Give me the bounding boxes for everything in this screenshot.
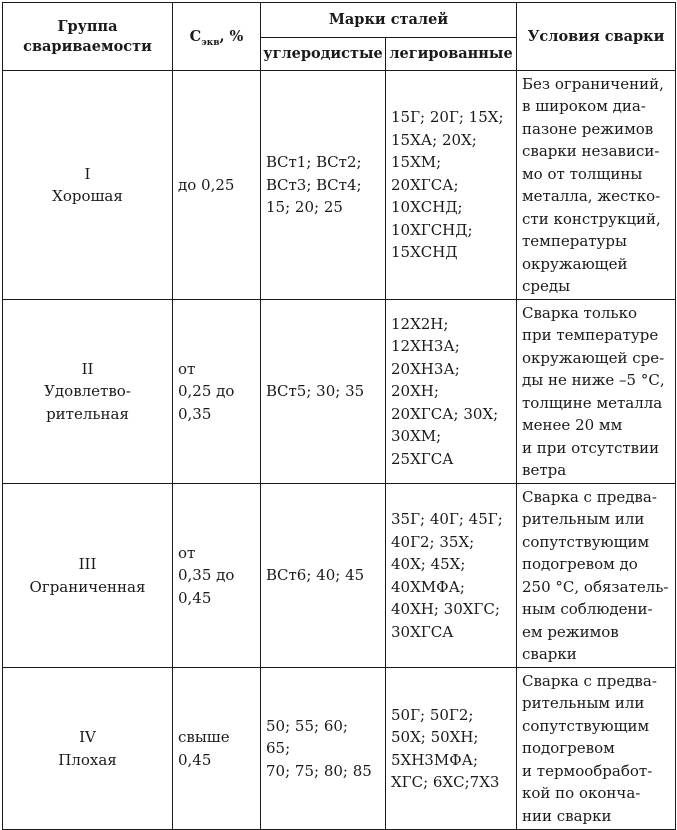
cekv-cell: от 0,25 до 0,35 <box>173 300 261 484</box>
cekv-cell: от 0,35 до 0,45 <box>173 484 261 668</box>
header-cekv-main: С <box>189 27 202 45</box>
conditions-cell: Сварка с предва- рительным или сопутствующим подогревом до 250 °С, обязатель- ным соблюдени- ем режимов сварки <box>517 484 676 668</box>
alloy-steels-cell: 50Г; 50Г2; 50Х; 50ХН; 5ХН3МФА; ХГС; 6ХС;7Х3 <box>386 668 517 830</box>
carbon-steels-cell: ВСт1; ВСт2; ВСт3; ВСт4; 15; 20; 25 <box>261 71 386 300</box>
cekv-cell: свыше 0,45 <box>173 668 261 830</box>
group-cell: III Ограниченная <box>3 484 173 668</box>
header-alloy: легированные <box>386 38 517 71</box>
group-cell: IV Плохая <box>3 668 173 830</box>
carbon-steels-cell: 50; 55; 60; 65; 70; 75; 80; 85 <box>261 668 386 830</box>
table-row <box>3 668 676 830</box>
header-cekv <box>173 3 261 71</box>
carbon-steels-cell: ВСт6; 40; 45 <box>261 484 386 668</box>
header-cekv-sub: экв <box>201 37 220 48</box>
cekv-cell: до 0,25 <box>173 71 261 300</box>
alloy-steels-cell: 12Х2Н; 12ХН3А; 20ХН3А; 20ХН; 20ХГСА; 30Х; 30ХМ; 25ХГСА <box>386 300 517 484</box>
group-cell: I Хорошая <box>3 71 173 300</box>
group-cell: II Удовлетво- рительная <box>3 300 173 484</box>
header-steels: Марки сталей <box>261 3 517 38</box>
carbon-steels-cell: ВСт5; 30; 35 <box>261 300 386 484</box>
table-row <box>3 71 676 300</box>
conditions-cell: Сварка только при температуре окружающей сре- ды не ниже –5 °С, толщине металла менее 20 мм и при отсутствии ветра <box>517 300 676 484</box>
header-group: Группа свариваемости <box>3 3 173 71</box>
conditions-cell: Сварка с предва- рительным или сопутствующим подогревом и термообработ- кой по оконча- нии сварки <box>517 668 676 830</box>
table-row <box>3 484 676 668</box>
header-carbon: углеродистые <box>261 38 386 71</box>
header-conditions: Условия сварки <box>517 3 676 71</box>
table-row <box>3 300 676 484</box>
conditions-cell: Без ограничений, в широком диа- пазоне режимов сварки независи- мо от толщины металла, жестко- сти конструкций, температуры окружающей среды <box>517 71 676 300</box>
weldability-table <box>2 2 676 830</box>
alloy-steels-cell: 15Г; 20Г; 15Х; 15ХА; 20Х; 15ХМ; 20ХГСА; 10ХСНД; 10ХГСНД; 15ХСНД <box>386 71 517 300</box>
alloy-steels-cell: 35Г; 40Г; 45Г; 40Г2; 35Х; 40Х; 45Х; 40ХМФА; 40ХН; 30ХГС; 30ХГСА <box>386 484 517 668</box>
header-cekv-unit: , % <box>219 27 244 45</box>
